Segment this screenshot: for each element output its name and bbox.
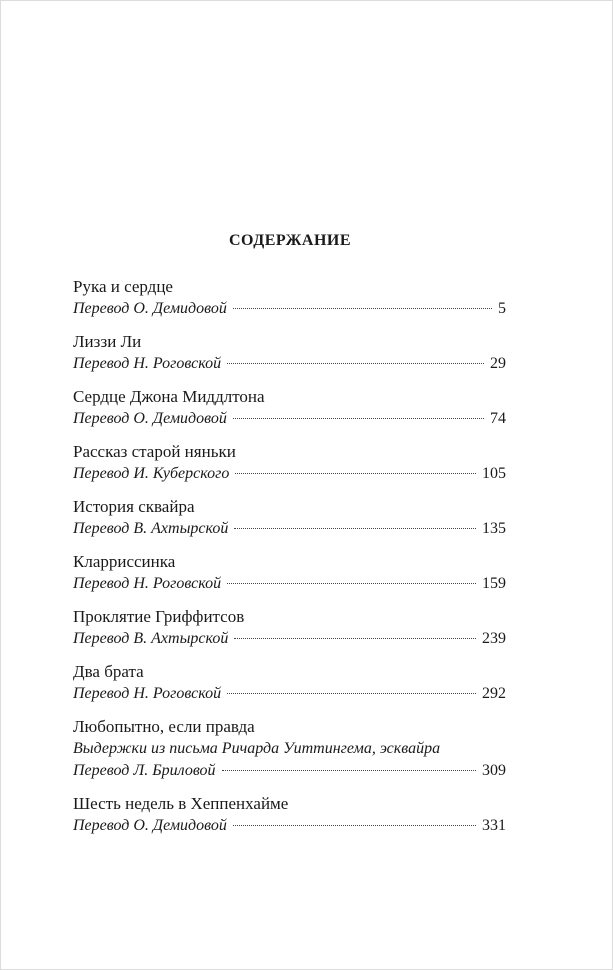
entry-line — [73, 628, 506, 650]
dot-leader — [233, 418, 484, 419]
dot-leader — [235, 473, 476, 474]
toc-entry[interactable] — [73, 331, 506, 375]
dot-leader — [234, 528, 476, 529]
page-number: 292 — [482, 685, 506, 702]
dot-leader — [227, 583, 476, 584]
entry-title: Два брата — [73, 662, 144, 681]
page-number: 29 — [490, 355, 506, 372]
dot-leader — [227, 693, 476, 694]
page-number: 105 — [482, 465, 506, 482]
dot-leader — [233, 308, 492, 309]
entry-line — [73, 683, 506, 705]
translator-credit: Перевод Н. Роговской — [73, 575, 222, 592]
translator-credit: Перевод В. Ахтырской — [73, 520, 229, 537]
toc-list — [73, 276, 506, 848]
entry-line — [73, 408, 506, 430]
translator-credit: Перевод О. Демидовой — [73, 817, 227, 834]
toc-entry[interactable] — [73, 551, 506, 595]
page-number: 309 — [482, 762, 506, 779]
page-number: 74 — [490, 410, 506, 427]
translator-credit: Перевод В. Ахтырской — [73, 630, 229, 647]
entry-subtitle: Выдержки из письма Ричарда Уиттингема, эсквайра — [73, 740, 441, 757]
entry-title: Любопытно, если правда — [73, 717, 255, 736]
entry-line — [73, 353, 506, 375]
translator-credit: Перевод И. Куберского — [73, 465, 230, 482]
translator-credit: Перевод Н. Роговской — [73, 685, 222, 702]
dot-leader — [233, 825, 476, 826]
toc-entry[interactable] — [73, 496, 506, 540]
dot-leader — [227, 363, 484, 364]
page-number: 331 — [482, 817, 506, 834]
dot-leader — [234, 638, 476, 639]
entry-title: Рассказ старой няньки — [73, 442, 236, 461]
toc-entry[interactable] — [73, 716, 506, 782]
entry-title: Кларриссинка — [73, 552, 176, 571]
translator-credit: Перевод О. Демидовой — [73, 410, 227, 427]
dot-leader — [222, 770, 476, 771]
translator-credit: Перевод Л. Бриловой — [73, 762, 216, 779]
translator-credit: Перевод О. Демидовой — [73, 300, 227, 317]
entry-line — [73, 760, 506, 782]
entry-line — [73, 573, 506, 595]
toc-entry[interactable] — [73, 793, 506, 837]
entry-line — [73, 463, 506, 485]
toc-entry[interactable] — [73, 386, 506, 430]
entry-title: Рука и сердце — [73, 277, 173, 296]
translator-credit: Перевод Н. Роговской — [73, 355, 222, 372]
entry-title: История сквайра — [73, 497, 195, 516]
toc-entry[interactable] — [73, 276, 506, 320]
entry-title: Лиззи Ли — [73, 332, 142, 351]
page-number: 135 — [482, 520, 506, 537]
toc-heading: СОДЕРЖАНИЕ — [228, 232, 352, 249]
toc-entry[interactable] — [73, 606, 506, 650]
entry-title: Шесть недель в Хеппенхайме — [73, 794, 289, 813]
entry-line — [73, 815, 506, 837]
entry-title: Проклятие Гриффитсов — [73, 607, 245, 626]
page-number: 239 — [482, 630, 506, 647]
toc-entry[interactable] — [73, 441, 506, 485]
page-number: 159 — [482, 575, 506, 592]
page-number: 5 — [498, 300, 506, 317]
entry-line — [73, 298, 506, 320]
entry-line — [73, 518, 506, 540]
entry-title: Сердце Джона Миддлтона — [73, 387, 265, 406]
toc-entry[interactable] — [73, 661, 506, 705]
